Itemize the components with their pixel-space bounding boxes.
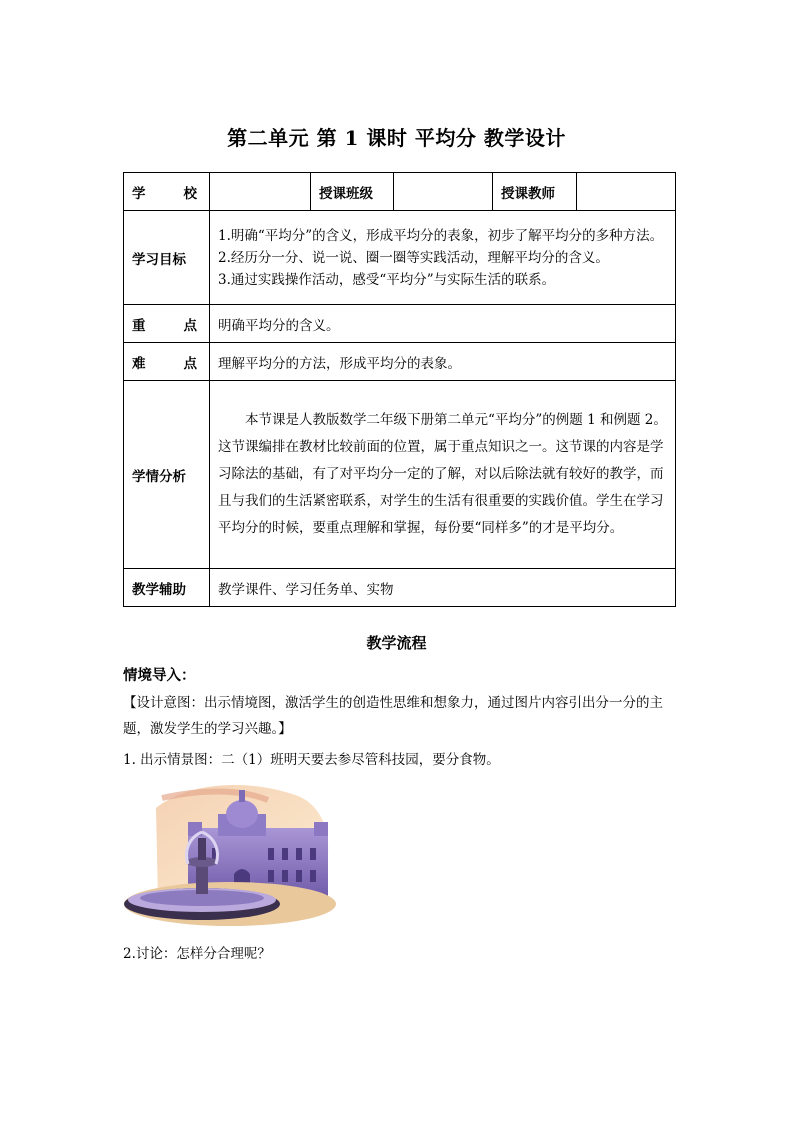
objective-item: 3.通过实践操作活动，感受“平均分”与实际生活的联系。 (218, 271, 556, 288)
lesson-info-table (123, 172, 676, 607)
teacher-value (577, 173, 676, 211)
school-label-char: 校 (183, 185, 197, 202)
key-label-char: 重 (132, 317, 146, 334)
difficult-label-char: 点 (183, 355, 197, 372)
flow-heading: 教学流程 (366, 634, 427, 652)
school-value (210, 173, 311, 211)
table-row (124, 569, 676, 607)
palace-fountain-illustration (118, 776, 338, 936)
key-label-char: 点 (183, 317, 197, 334)
analysis-paragraph: 本节课是人教版数学二年级下册第二单元“平均分”的例题 1 和例题 2。这节课编排在教材比较前面的位置，属于重点知识之一。这节课的内容是学习除法的基础，有了对平均分一定的了解，对以后除法就有较好的教学，而且与我们的生活紧密联系，对学生的生活有很重要的实践价值。学生在学习平均分的时候，要重点理解和掌握，每份要“同样多”的才是平均分。 (218, 412, 667, 536)
table-row (124, 211, 676, 305)
page-title: 第二单元 第 1 课时 平均分 教学设计 (227, 126, 566, 150)
key-point-value: 明确平均分的含义。 (210, 305, 676, 343)
step-1: 1. 出示情景图：二（1）班明天要去参尽管科技园，要分食物。 (123, 752, 500, 768)
analysis-label: 学情分析 (124, 381, 210, 569)
objectives-cell (210, 211, 676, 305)
class-label: 授课班级 (311, 173, 394, 211)
design-intent: 【设计意图：出示情境图，激活学生的创造性思维和想象力，通过图片内容引出分一分的主题，激发学生的学习兴趣。】 (123, 695, 663, 737)
table-row (124, 305, 676, 343)
objectives-label: 学习目标 (124, 211, 210, 305)
objective-item: 2.经历分一分、说一说、圈一圈等实践活动，理解平均分的含义。 (218, 249, 609, 266)
analysis-value (210, 381, 676, 569)
table-row (124, 173, 676, 211)
step-2: 2.讨论：怎样分合理呢？ (123, 946, 271, 962)
table-row (124, 343, 676, 381)
aids-value: 教学课件、学习任务单、实物 (210, 569, 676, 607)
objective-item: 1.明确“平均分”的含义，形成平均分的表象，初步了解平均分的多种方法。 (218, 227, 664, 244)
teacher-label: 授课教师 (493, 173, 577, 211)
class-value (394, 173, 493, 211)
key-point-label (124, 305, 210, 343)
aids-label: 教学辅助 (124, 569, 210, 607)
difficult-point-value: 理解平均分的方法，形成平均分的表象。 (210, 343, 676, 381)
table-row (124, 381, 676, 569)
school-label (124, 173, 210, 211)
intro-heading: 情境导入： (123, 667, 196, 684)
difficult-point-label (124, 343, 210, 381)
school-label-char: 学 (132, 185, 146, 202)
difficult-label-char: 难 (132, 355, 146, 372)
